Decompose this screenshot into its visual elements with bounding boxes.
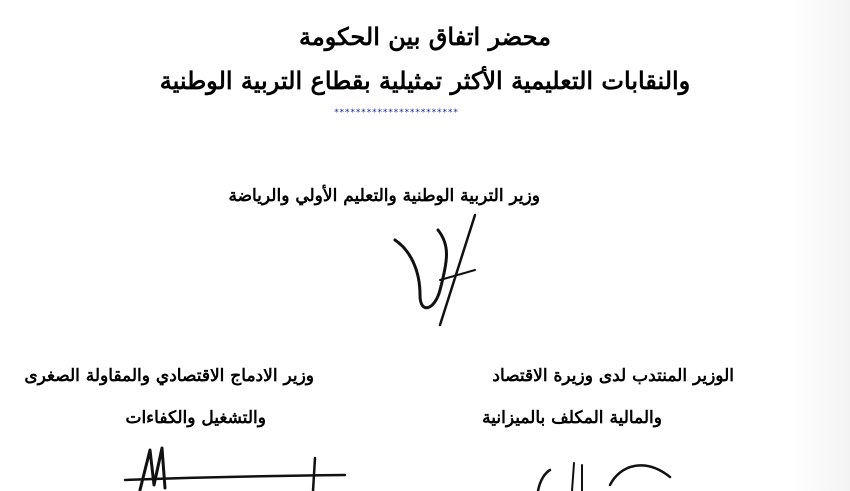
- education-minister-signature: [380, 210, 500, 330]
- education-minister-label: وزير التربية الوطنية والتعليم الأولي والرياضة: [228, 186, 540, 206]
- title-separator: ***********************: [333, 108, 459, 118]
- document-subtitle: والنقابات التعليمية الأكثر تمثيلية بقطاع التربية الوطنية: [159, 66, 691, 95]
- economic-inclusion-minister-label-line2: والتشغيل والكفاءات: [125, 408, 266, 428]
- economic-inclusion-minister-signature: [520, 455, 680, 491]
- budget-minister-label-line1: الوزير المنتدب لدى وزيرة الاقتصاد: [492, 366, 734, 386]
- economic-inclusion-minister-label-line1: وزير الادماج الاقتصادي والمقاولة الصغرى: [24, 366, 314, 386]
- document-title: محضر اتفاق بين الحكومة: [299, 22, 551, 51]
- budget-minister-signature: [120, 440, 360, 491]
- budget-minister-label-line2: والمالية المكلف بالميزانية: [482, 408, 662, 428]
